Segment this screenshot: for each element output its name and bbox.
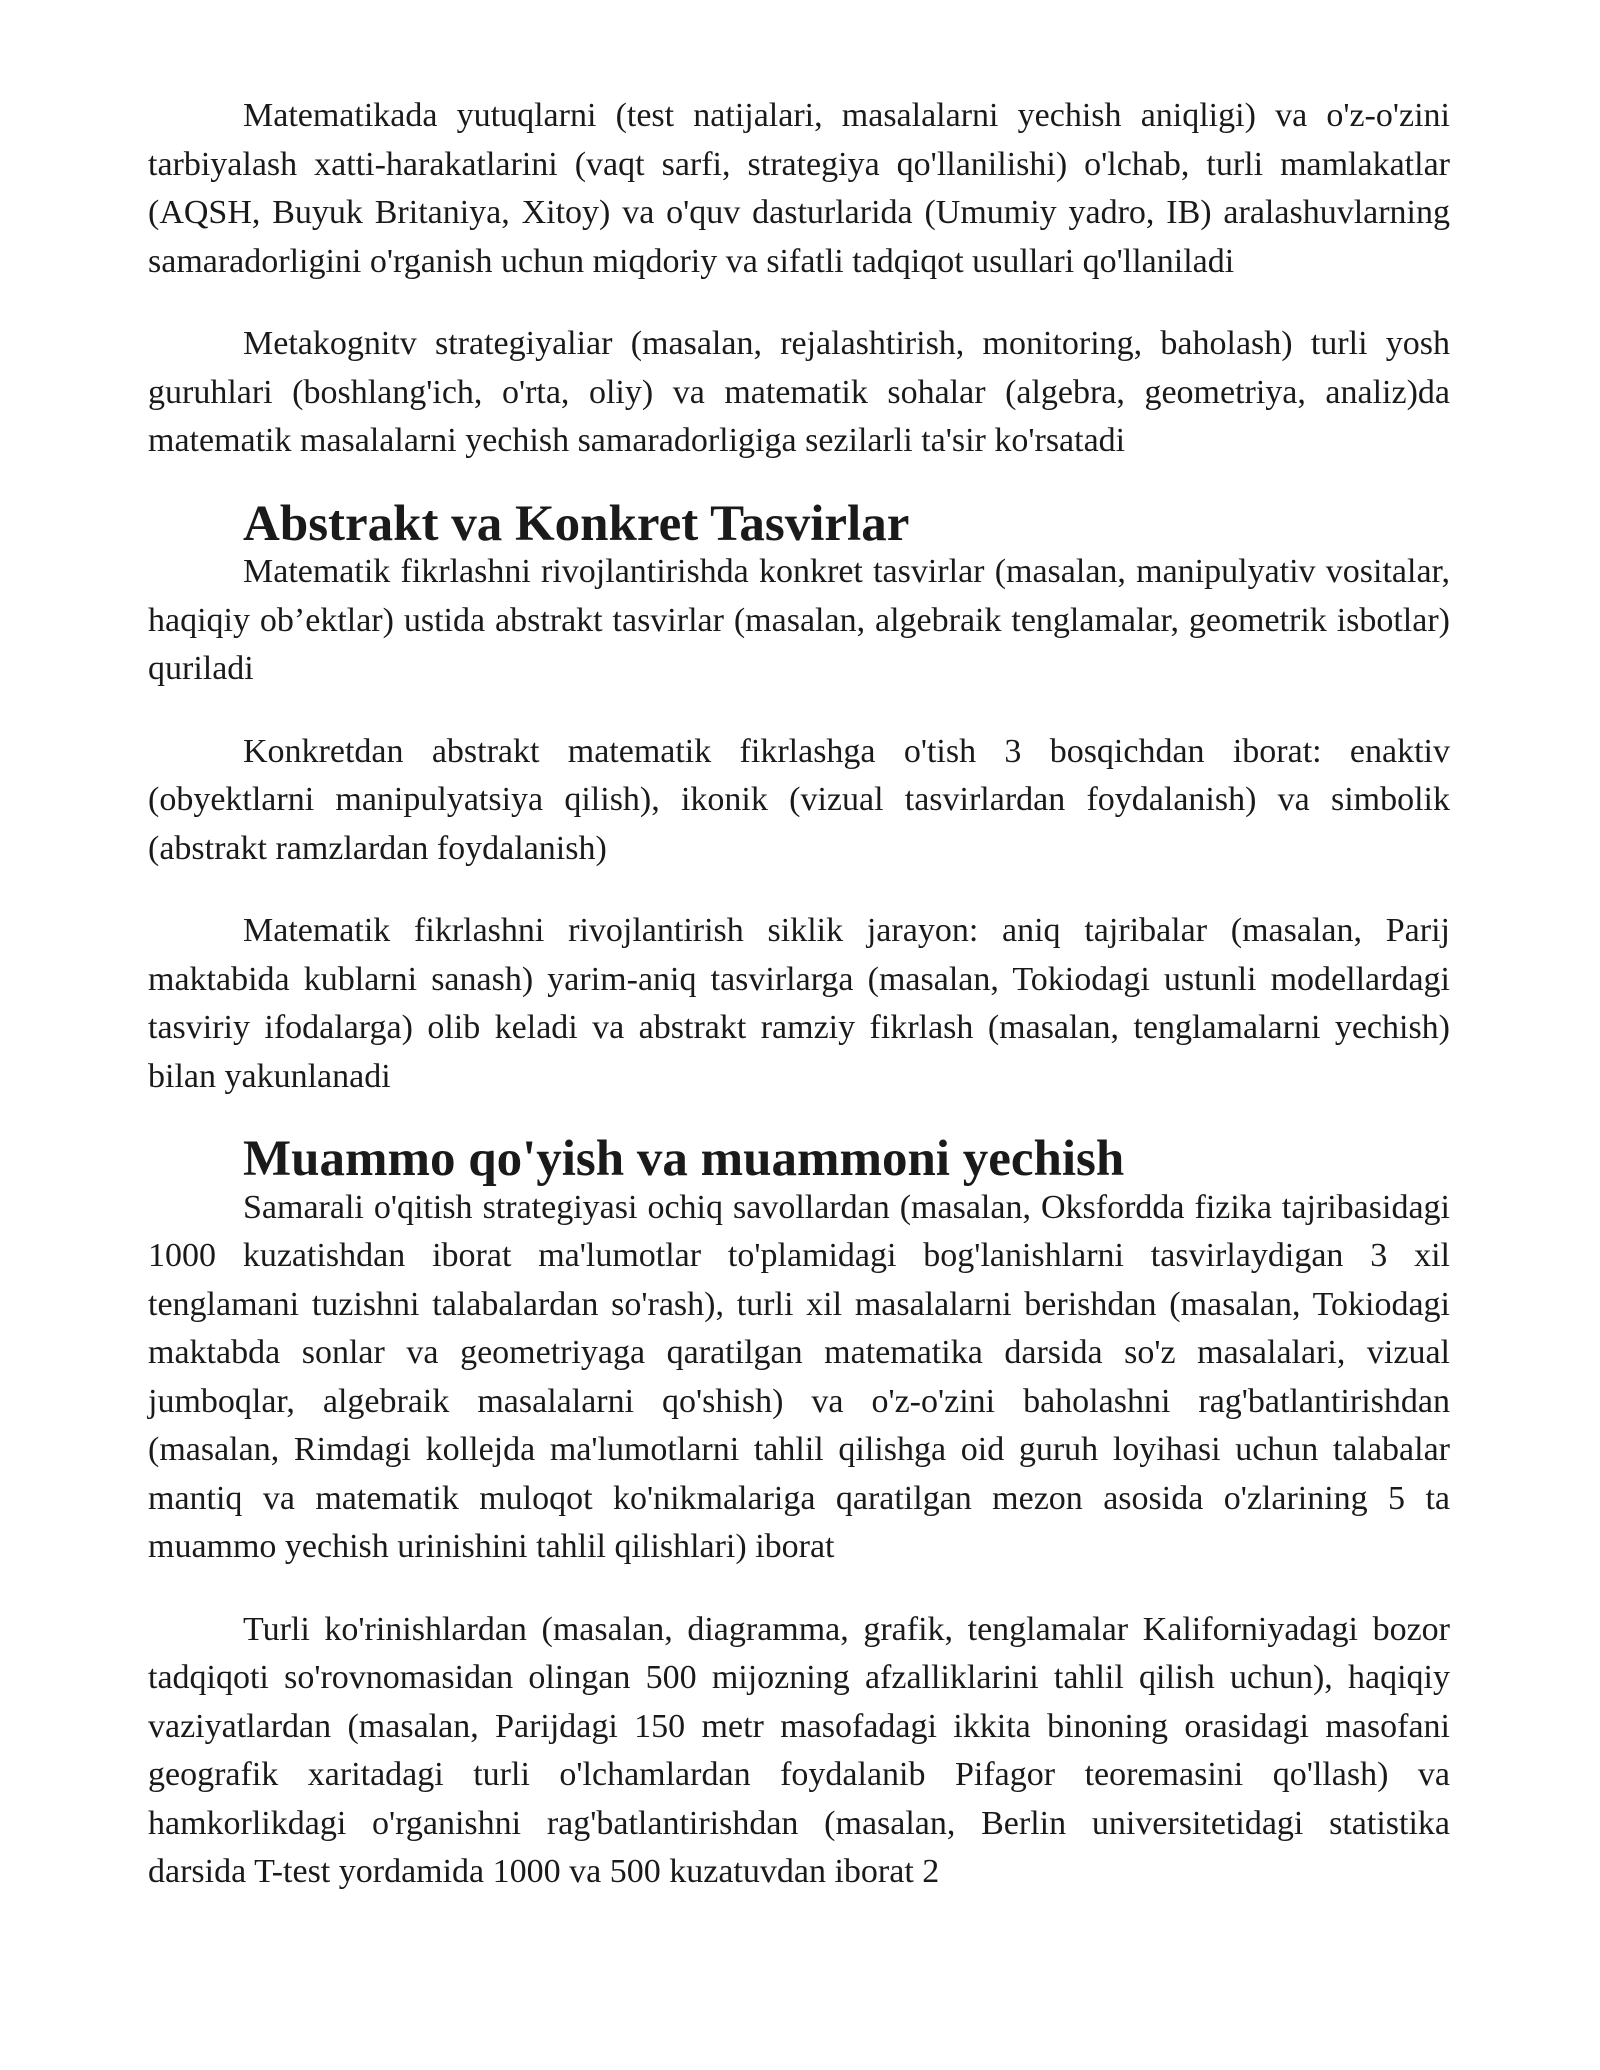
paragraph-research-methods: Matematikada yutuqlarni (test natijalari, masalalarni yechish aniqligi) va o'z-o'zini tarbiyalash xatti-harakatlarini (vaqt sarfi, strategiya qo'llanilishi) o'lchab, turli mamlakatlar (AQSH, Buyuk Britaniya, Xitoy) va o'quv dasturlarida (Umumiy yadro, IB) aralashuvlarning samaradorligini o'rganish uchun miqdoriy va sifatli tadqiqot usullari qo'llaniladi (148, 97, 1450, 280)
document-page (148, 92, 1450, 1897)
paragraph-metacognitive-strategies: Metakognitv strategiyaliar (masalan, rejalashtirish, monitoring, baholash) turli yosh guruhlari (boshlang'ich, o'rta, oliy) va matematik sohalar (algebra, geometriya, analiz)da matematik masalalarni yechish samaradorligiga sezilarli ta'sir ko'rsatadi (148, 325, 1450, 459)
section-heading-abstract-concrete: Abstrakt va Konkret Tasvirlar (243, 495, 910, 552)
section-heading-problem-posing: Muammo qo'yish va muammoni yechish (243, 1131, 1125, 1187)
paragraph-three-stages: Konkretdan abstrakt matematik fikrlashga o'tish 3 bosqichdan iborat: enaktiv (obyektlarni manipulyatsiya qilish), ikonik (vizual tasvirlardan foydalanish) va simbolik (abstrakt ramzlardan foydalanish) (148, 732, 1450, 867)
paragraph-multiple-representations: Turli ko'rinishlardan (masalan, diagramma, grafik, tenglamalar Kaliforniyadagi bozor tadqiqoti so'rovnomasidan olingan 500 mijozning afzalliklarini tahlil qilish uchun), haqiqiy vaziyatlardan (masalan, Parijdagi 150 metr masofadagi ikkita binoning orasidagi masofani geografik xaritadagi turli o'lchamlardan foydalanib Pifagor teoremasini qo'llash) va hamkorlikdagi o'rganishni rag'batlantirishdan (masalan, Berlin universitetidagi statistika darsida T-test yordamida 1000 va 500 kuzatuvdan iborat 2 (148, 1610, 1450, 1890)
paragraph-cyclic-process: Matematik fikrlashni rivojlantirish siklik jarayon: aniq tajribalar (masalan, Parij maktabida kublarni sanash) yarim-aniq tasvirlarga (masalan, Tokiodagi ustunli modellardagi tasviriy ifodalarga) olib keladi va abstrakt ramziy fikrlash (masalan, tenglamalarni yechish) bilan yakunlanadi (148, 912, 1450, 1095)
paragraph-teaching-strategy: Samarali o'qitish strategiyasi ochiq savollardan (masalan, Oksfordda fizika tajribasidagi 1000 kuzatishdan iborat ma'lumotlar to'plamidagi bog'lanishlarni tasvirlaydigan 3 xil tenglamani tuzishni talabalardan so'rash), turli xil masalalarni berishdan (masalan, Tokiodagi maktabda sonlar va geometriyaga qaratilgan matematika darsida so'z masalalari, vizual jumboqlar, algebraik masalalarni qo'shish) va o'z-o'zini baholashni rag'batlantirishdan (masalan, Rimdagi kollejda ma'lumotlarni tahlil qilishga oid guruh loyihasi uchun talabalar mantiq va matematik muloqot ko'nikmalariga qaratilgan mezon asosida o'zlarining 5 ta muammo yechish urinishini tahlil qilishlari) iborat (148, 1188, 1450, 1565)
paragraph-concrete-representations: Matematik fikrlashni rivojlantirishda konkret tasvirlar (masalan, manipulyativ vositalar, haqiqiy ob’ektlar) ustida abstrakt tasvirlar (masalan, algebraik tenglamalar, geometrik isbotlar) quriladi (148, 553, 1450, 687)
